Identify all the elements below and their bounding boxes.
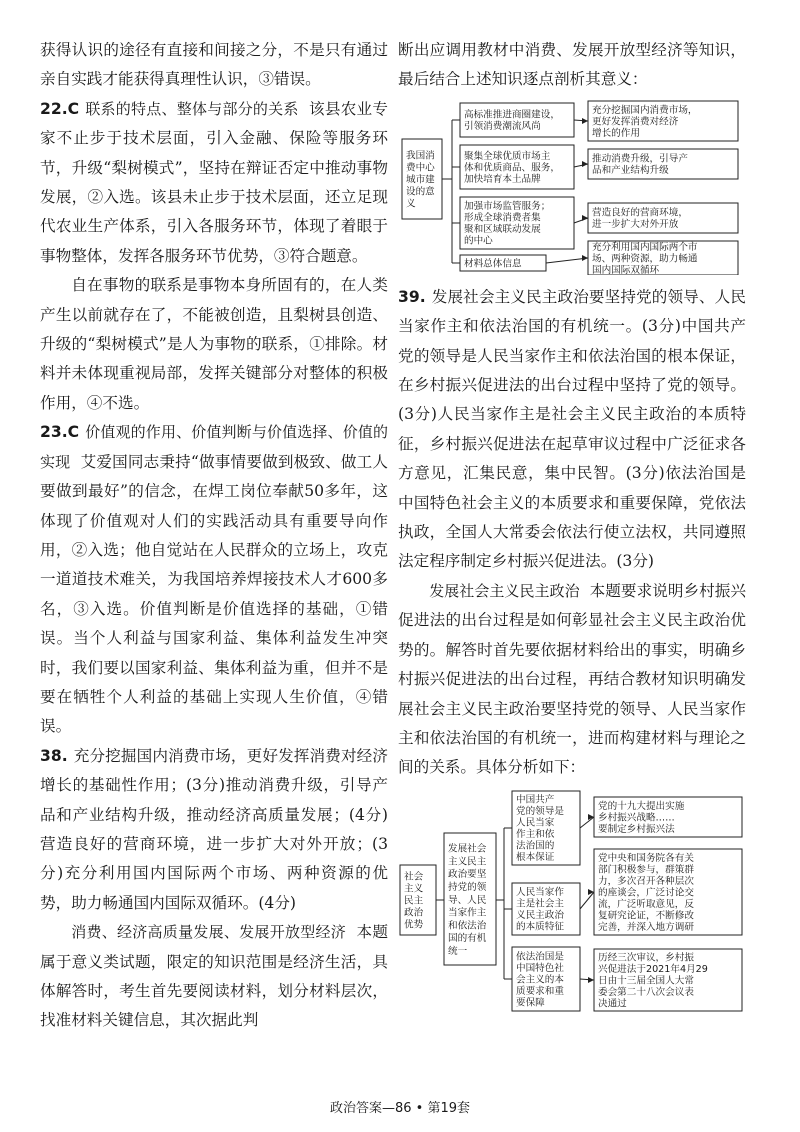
q38-topic: 消费、经济高质量发展、发展开放型经济 (71, 923, 347, 942)
q23-topic: 价值观的作用、价值判断与价值选择、价值的实现 (40, 423, 388, 471)
q38-mind-map (398, 99, 746, 275)
page-footer: 政治答案—86 • 第19套 (329, 1101, 471, 1116)
left-column (40, 36, 388, 1036)
q39-analysis-paragraph (398, 577, 746, 783)
d2-fact-1-text: 党中央和国务院各有关部门积极参与，群策群力，多次召开各种层次的座谈会，广泛讨论交流，广泛听取意见，反复研究论证，不断修改完善，并深入地方调研 (598, 852, 694, 933)
d1-point-2-text: 营造良好的营商环境，进一步扩大对外开放 (592, 207, 688, 231)
q38-analysis-paragraph (40, 918, 388, 1036)
d1-arrow-3-head (582, 255, 588, 261)
q38-mind-map-svg (398, 99, 746, 275)
d2-arrow-1 (580, 892, 594, 909)
d1-material-1-text: 聚集全球优质市场主体和优质商品、服务，加快培育本土品牌 (464, 150, 560, 185)
q22-number: 22.C (40, 99, 80, 118)
question-39 (398, 283, 746, 783)
q23-number: 23.C (40, 423, 80, 442)
d2-arrow-0 (580, 817, 594, 828)
intro-paragraph: 获得认识的途径有直接和间接之分，不是只有通过亲自实践才能获得真理性认识，③错误。 (40, 41, 388, 89)
d2-theory-0-text: 中国共产党的领导是人民当家作主和依法治国的根本保证 (516, 794, 564, 863)
q22-analysis-2: 自在事物的联系是事物本身所固有的，在人类产生以前就存在了，不能被创造，且梨树县创造、升级的“梨树模式”是人为事物的联系，①排除。材料并未体现重视局部，发挥关键部分对整体的积极作用，④不选。 (40, 276, 388, 412)
d1-root-text: 我国消费中心城市建设的意义 (406, 150, 435, 210)
d1-arrow-0-head (582, 118, 588, 124)
d1-material-2-text: 加强市场监管服务；形成全球消费者集聚和区域联动发展的中心 (464, 201, 551, 247)
q39-mind-map (398, 787, 746, 1019)
q39-topic: 发展社会主义民主政治 (429, 581, 580, 600)
q39-number: 39. (398, 287, 426, 306)
d2-arrow-2-head (588, 977, 594, 983)
d1-point-0-text: 充分挖掘国内消费市场，更好发挥消费对经济增长的作用 (592, 104, 698, 139)
q38-answer: 充分挖掘国内消费市场，更好发挥消费对经济增长的基础性作用；(3分)推动消费升级，引导产品和产业结构升级，推动经济高质量发展；(4分)营造良好的营商环境，进一步扩大对外开放；(3分)充分利用国内国际两个市场、两种资源的优势，助力畅通国内国际双循环。(4分) (40, 746, 388, 912)
d1-arrow-1-head (582, 161, 588, 167)
q39-answer: 发展社会主义民主政治要坚持党的领导、人民当家作主和依法治国的有机统一。(3分)中国共产党的领导是人民当家作主和依法治国的根本保证，在乡村振兴促进法的出台过程中坚持了党的领导。(3分)人民当家作主是社会主义民主政治的本质特征，乡村振兴促进法在起草审议过程中广泛征求各方意见，汇集民意，集中民智。(3分)依法治国是中国特色社会主义的本质要求和重要保障，党依法执政，全国人大常委会依法行使立法权，共同遵照法定程序制定乡村振兴促进法。(3分) (398, 287, 746, 571)
q22-analysis: 该县农业专家不止步于技术层面，引入金融、保险等服务环节，升级“梨树模式”，坚持在辩证否定中推动事物发展，②入选。该县未止步于技术层面，还立足现代农业生产体系，引入各服务环节，体现了着眼于事物整体，发挥各服务环节优势，③符合题意。 (40, 99, 388, 265)
d1-point-1-text: 推动消费升级，引导产品和产业结构升级 (592, 153, 688, 177)
d1-arrow-3 (546, 258, 588, 263)
q22-topic: 联系的特点、整体与部分的关系 (85, 99, 299, 118)
q38-analysis: 本题属于意义类试题，限定的知识范围是经济生活，具体解答时，考生首先要阅读材料，划分材料层次，找准材料关键信息，其次据此判 (40, 923, 388, 1030)
q22-paragraph (40, 95, 388, 271)
question-38 (40, 742, 388, 1036)
q38-paragraph (40, 742, 388, 918)
q23-paragraph (40, 418, 388, 741)
d2-fact-0-text: 党的十九大提出实施乡村振兴战略……要制定乡村振兴法 (598, 800, 685, 835)
right-column (398, 36, 746, 1027)
d1-arrow-2-head (582, 215, 588, 221)
q39-mind-map-svg (398, 787, 746, 1019)
d2-root-text: 社会主义民主政治优势 (404, 871, 424, 931)
d2-theory-2-text: 依法治国是中国特色社会主义的本质要求和重要保障 (516, 951, 564, 1009)
d1-material-0-text: 高标准推进商圈建设，引领消费潮流风尚 (464, 109, 560, 133)
q39-analysis: 本题要求说明乡村振兴促进法的出台过程是如何彰显社会主义民主政治优势的。解答时首先要依据材料给出的事实，明确乡村振兴促进法的出台过程，再结合教材知识明确发展社会主义民主政治要坚持党的领导、人民当家作主和依法治国的有机统一，进而构建材料与理论之间的关系。具体分析如下： (398, 581, 746, 777)
q38-number: 38. (40, 746, 68, 765)
d1-material-3-text: 材料总体信息 (464, 258, 522, 270)
q38-analysis-continued: 断出应调用教材中消费、发展开放型经济等知识，最后结合上述知识逐点剖析其意义： (398, 41, 746, 89)
q39-paragraph (398, 283, 746, 577)
d2-center-text: 发展社会主义民主政治要坚持党的领导、人民当家作主和依法治国的有机统一 (448, 843, 487, 957)
d2-arrow-1-head (588, 889, 594, 895)
question-22 (40, 95, 388, 418)
d1-point-3-text: 充分利用国内国际两个市场、两种资源，助力畅通国内国际双循环 (592, 241, 698, 275)
d2-theory-1-text: 人民当家作主是社会主义民主政治的本质特征 (516, 886, 564, 933)
question-23 (40, 418, 388, 741)
q23-analysis: 艾爱国同志秉持“做事情要做到极致、做工人要做到最好”的信念，在焊工岗位奉献50多年，这体现了价值观对人们的实践活动具有重要导向作用，②入选；他自觉站在人民群众的立场上，攻克一道道技术难关，为我国培养焊接技术人才600多名，③入选。价值判断是价值选择的基础，①错误。当个人利益与国家利益、集体利益发生冲突时，我们要以国家利益、集体利益为重，但并不是要在牺牲个人利益的基础上实现人生价值，④错误。 (40, 452, 388, 736)
d2-fact-2-text: 历经三次审议，乡村振兴促进法于2021年4月29 日由十三届全国人大常委会第二十八次会议表决通过 (598, 952, 708, 1010)
